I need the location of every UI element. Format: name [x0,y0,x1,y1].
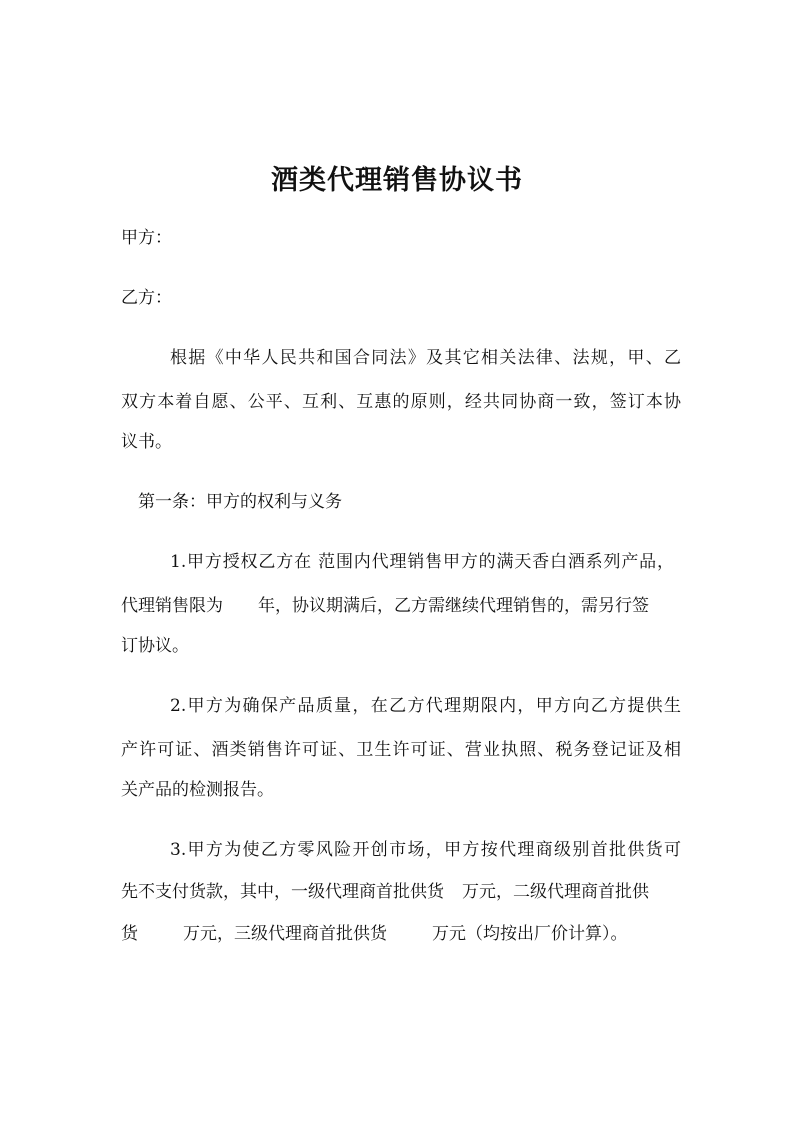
preamble-line-3: 议书。 [121,432,172,452]
clause-3-line-1: 3.甲方为使乙方零风险开创市场，甲方按代理商级别首批供货可 [170,840,681,860]
article-1-heading: 第一条：甲方的权利与义务 [138,492,342,512]
preamble-line-1: 根据《中华人民共和国合同法》及其它相关法律、法规，甲、乙 [170,348,681,368]
clause-2-line-1: 2.甲方为确保产品质量，在乙方代理期限内，甲方向乙方提供生 [170,696,681,716]
party-b-label: 乙方： [121,288,172,308]
clause-3-line-3-part-b: 万元，三级代理商首批供货 [183,924,387,944]
document-title: 酒类代理销售协议书 [271,165,523,196]
party-a-label: 甲方： [121,228,172,248]
clause-3-line-3-part-a: 货 [121,924,138,944]
preamble-line-2: 双方本着自愿、公平、互利、互惠的原则，经共同协商一致，签订本协 [121,392,681,412]
clause-1-line-1: 1.甲方授权乙方在 范围内代理销售甲方的满天香白酒系列产品， [170,552,674,572]
clause-3-line-2 [121,880,681,904]
clause-2-line-3: 关产品的检测报告。 [121,780,274,800]
clause-3-line-2-part-a: 先不支付货款，其中，一级代理商首批供货 [121,882,444,902]
clause-3-line-2-part-b: 万元，二级代理商首批供 [462,882,649,902]
clause-2-line-2: 产许可证、酒类销售许可证、卫生许可证、营业执照、税务登记证及相 [121,740,681,760]
clause-3-line-3-part-c: 万元（均按出厂价计算）。 [432,924,628,944]
clause-1-line-2-part-b: 年，协议期满后，乙方需继续代理销售的，需另行签 [258,596,649,616]
clause-1-line-3: 订协议。 [121,636,189,656]
clause-1-line-2-part-a: 代理销售限为 [121,596,223,616]
clause-1-line-2 [121,594,681,618]
clause-3-line-3 [121,922,681,946]
